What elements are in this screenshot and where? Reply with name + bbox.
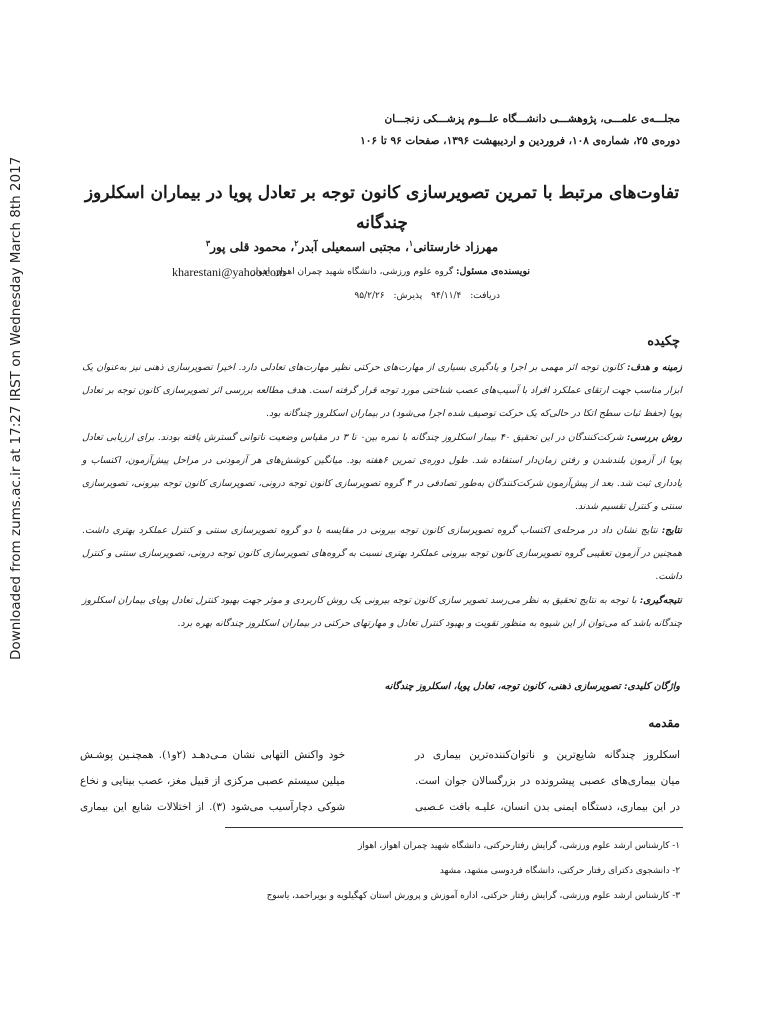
intro-line: میلین سیستم عصبی مرکزی از قبیل مغز، عصب بینایی و نخاع <box>80 775 345 787</box>
correspondence-email: kharestani@yahoo.com <box>172 265 286 279</box>
journal-issue: دوره‌ی ۲۵، شماره‌ی ۱۰۸، فروردین و اردیبهشت ۱۳۹۶، صفحات ۹۶ تا ۱۰۶ <box>360 135 680 147</box>
article-dates <box>354 291 500 301</box>
author-name: محمود قلی پور <box>210 240 287 254</box>
abstract-section-label: نتیجه‌گیری: <box>639 595 682 606</box>
received-date: ۹۴/۱۱/۴ <box>431 291 462 301</box>
author-list: مهرزاد خارستانی$^۱$، مجتبی اسمعیلی آبدر$^۲$، محمود قلی پور$^۳$ <box>205 238 498 254</box>
journal-name: مجلـــه‌ی علمـــی، پژوهشـــی دانشـــگاه علـــوم پزشـــکی زنجـــان <box>384 113 680 125</box>
abstract-section-label: زمینه و هدف: <box>627 362 682 373</box>
author-name: مهرزاد خارستانی <box>413 240 498 254</box>
abstract-section-text: شرکت‌کنندگان در این تحقیق ۴۰ بیمار اسکلروز چندگانه با نمره بین۰ تا ۳ در مقیاس وضعیت ناتوانی گسترش یافته بودند. برای ارزیابی تعادل پویا از آزمون بلندشدن و رفتن زمان‌دار استفاده شد. طول دوره‌ی تمرین ۶هفته بود. میانگین کوشش‌های هر آزمودنی در مراحل پیش‌آزمون، اکتساب و یادداری ثبت شد. بعد از پیش‌آزمون شرکت‌کنندگان به‌طور تصادفی در ۴ گروه تصویرسازی کانون توجه درونی، تصویرسازی کانون توجه بیرونی، تصویرسازی سنتی و کنترل تقسیم شدند. <box>82 432 683 512</box>
intro-line: اسکلروز چندگانه شایع‌ترین و ناتوان‌کننده‌ترین بیماری در <box>415 749 680 761</box>
abstract-section <box>82 589 682 635</box>
footnotes <box>120 834 680 909</box>
keywords <box>385 681 680 692</box>
abstract-section-text: کانون توجه اثر مهمی بر اجرا و یادگیری بسیاری از مهارت‌های حرکتی نظیر مهارت‌های تعادلی دارد. اخیرا تصویرسازی ذهنی نیز به‌عنوان یک ابزار مناسب جهت ارتقای عملکرد افراد با آسیب‌های عصب شناختی مورد توجه قرار گرفته است. هدف مطالعه بررسی اثر تصویرسازی کانون توجه بر تعادل پویا (حفظ ثبات سطح اتکا در حالی‌که یک حرکت توصیف شده اجرا می‌شود) در بیماران اسکلروز چندگانه بود. <box>82 362 682 419</box>
correspondence-label: نویسنده‌ی مسئول: <box>456 266 530 277</box>
correspondence-affiliation: گروه علوم ورزشی، دانشگاه شهید چمران اهواز، اهواز <box>251 267 454 277</box>
intro-line: خود واکنش التهابی نشان مـی‌دهـد (۲و۱). همچنـین پوشـش <box>80 749 345 761</box>
author-ref: ۳ <box>205 238 211 248</box>
footnote: ۱- کارشناس ارشد علوم ورزشی، گرایش رفتارحرکتی، دانشگاه شهید چمران اهواز، اهواز <box>358 841 680 851</box>
author-name: مجتبی اسمعیلی آبدر <box>298 240 401 254</box>
abstract-section-text: نتایج نشان داد در مرحله‌ی اکتساب گروه تصویرسازی کانون توجه بیرونی در مقایسه با دو گروه تصویرسازی سنتی و کنترل عملکرد بهتری داشت. همچنین در آزمون تعقیبی گروه تصویرسازی کانون توجه بیرونی عملکرد بهتری نسبت به گروه‌های تصویرسازی کانون توجه درونی، تصویرسازی سنتی و کنترل داشت. <box>82 525 682 582</box>
accepted-date: ۹۵/۲/۲۶ <box>354 291 385 301</box>
footnote-divider <box>225 827 683 828</box>
author-ref: ۲ <box>294 238 299 248</box>
keywords-label: واژگان کلیدی: <box>624 681 680 692</box>
abstract-section <box>82 519 682 588</box>
intro-column-right <box>415 742 680 820</box>
abstract-section <box>82 356 682 425</box>
abstract-section-text: با توجه به نتایج تحقیق به نظر می‌رسد تصویر سازی کانون توجه بیرونی یک روش کاربردی و موثر جهت بهبود کنترل تعادل پویای بیماران اسکلروز چندگانه باشد که می‌توان از این شیوه به منظور تقویت و بهبود کنترل تعادل و مهارتهای حرکتی در بیماران اسکلروز چندگانه بهره برد. <box>82 595 682 629</box>
footnote: ۲- دانشجوی دکترای رفتار حرکتی، دانشگاه فردوسی مشهد، مشهد <box>439 866 680 876</box>
intro-line: در این بیماری، دستگاه ایمنی بدن انسان، علیـه بافت عـصبی <box>415 801 680 813</box>
abstract-section <box>82 426 682 518</box>
accepted-label: پذیرش: <box>393 291 423 301</box>
received-label: دریافت: <box>470 291 500 301</box>
author-ref: ۱ <box>408 238 414 248</box>
intro-heading: مقدمه <box>648 716 680 730</box>
intro-line: شوکی دچارآسیب می‌شود (۳). از اختلالات شایع این بیماری <box>80 801 345 813</box>
journal-header <box>80 108 680 152</box>
download-stamp: Downloaded from zums.ac.ir at 17:27 IRST on Wednesday March 8th 2017 <box>8 156 24 660</box>
article-title: تفاوت‌های مرتبط با تمرین تصویرسازی کانون توجه بر تعادل پویا در بیماران اسکلروز چندگانه <box>84 183 680 233</box>
abstract-heading: چکیده <box>647 334 680 349</box>
keywords-list: تصویرسازی ذهنی، کانون توجه، تعادل پویا، اسکلروز چندگانه <box>384 681 621 692</box>
correspondence <box>251 266 530 277</box>
abstract-body <box>82 356 682 636</box>
intro-column-left <box>80 742 345 820</box>
abstract-section-label: نتایج: <box>661 525 682 536</box>
abstract-section-label: روش بررسی: <box>626 432 682 443</box>
intro-line: میان بیماری‌های عصبی پیشرونده در بزرگسالان جوان است. <box>415 775 680 787</box>
footnote: ۳- کارشناس ارشد علوم ورزشی، گرایش رفتار حرکتی، اداره آموزش و پرورش استان کهگیلویه و بویراحمد، یاسوج <box>266 891 680 901</box>
